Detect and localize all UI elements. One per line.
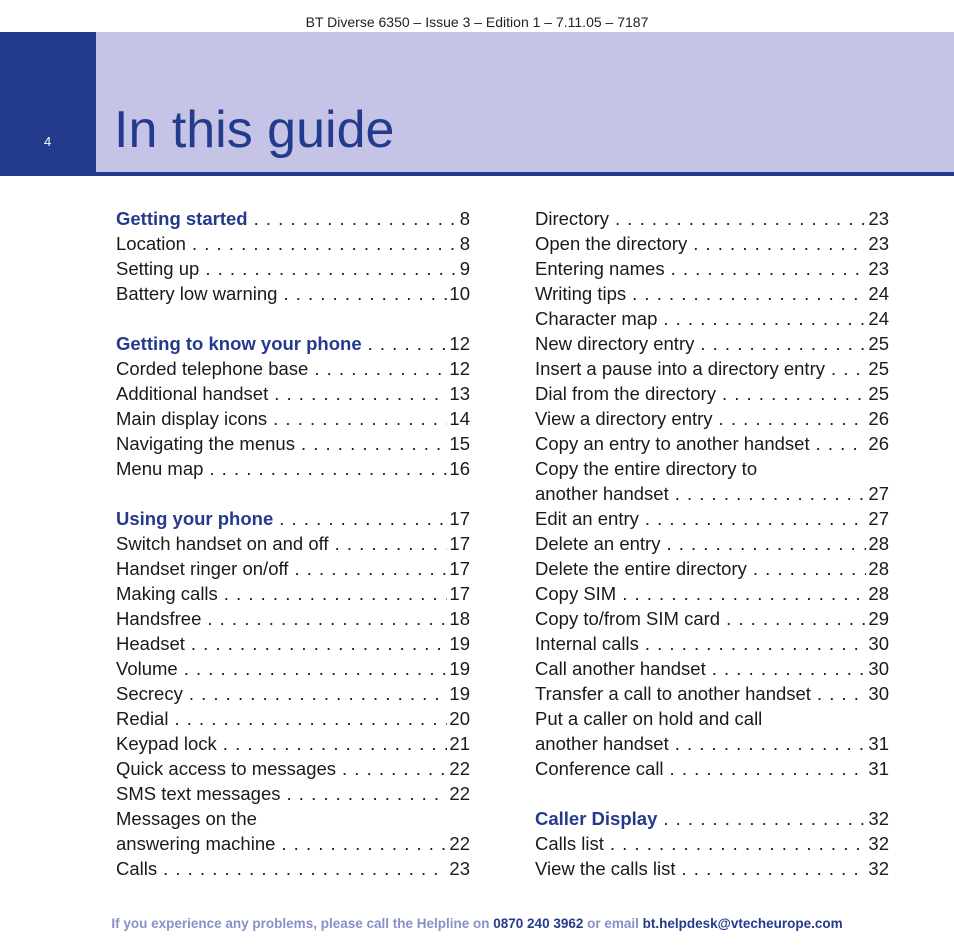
- toc-leader-dots: [207, 606, 447, 631]
- toc-entry-page: 25: [868, 358, 889, 379]
- toc-entry-page: 19: [449, 683, 470, 704]
- toc-leader-dots: [281, 831, 447, 856]
- toc-entry[interactable]: [116, 281, 470, 306]
- toc-entry-page: 14: [449, 408, 470, 429]
- toc-entry-label: Quick access to messages: [116, 758, 337, 779]
- toc-entry-page: 23: [868, 258, 889, 279]
- toc-entry[interactable]: [116, 656, 470, 681]
- toc-leader-dots: [279, 506, 447, 531]
- toc-leader-dots: [700, 331, 866, 356]
- toc-entry-label: Calls list: [535, 833, 604, 854]
- toc-entry-label: View the calls list: [535, 858, 676, 879]
- page-number: 4: [44, 134, 52, 149]
- toc-entry-label: Getting started: [116, 208, 248, 229]
- toc-entry-label: Entering names: [535, 258, 665, 279]
- toc-entry[interactable]: [535, 756, 889, 781]
- toc-section-heading[interactable]: [116, 206, 470, 231]
- toc-entry-page: 26: [868, 433, 889, 454]
- toc-leader-dots: [174, 706, 447, 731]
- toc-entry-page: 13: [449, 383, 470, 404]
- toc-entry-label: Redial: [116, 708, 169, 729]
- toc-entry-page: 10: [449, 283, 470, 304]
- toc-entry-page: 23: [868, 208, 889, 229]
- helpline-footer: [0, 916, 954, 931]
- toc-entry-page: 27: [868, 508, 889, 529]
- toc-entry[interactable]: [535, 531, 889, 556]
- toc-leader-dots: [294, 556, 447, 581]
- toc-entry[interactable]: [116, 581, 470, 606]
- toc-entry-label: Open the directory: [535, 233, 688, 254]
- toc-leader-dots: [712, 656, 867, 681]
- helpdesk-email: bt.helpdesk@vtecheurope.com: [642, 916, 843, 931]
- document-reference: [0, 14, 954, 30]
- toc-entry-page: 12: [449, 358, 470, 379]
- toc-entry[interactable]: [535, 256, 889, 281]
- toc-entry-label: Insert a pause into a directory entry: [535, 358, 825, 379]
- toc-leader-dots: [224, 581, 448, 606]
- toc-entry-page: 15: [449, 433, 470, 454]
- toc-entry[interactable]: [535, 656, 889, 681]
- toc-entry[interactable]: [535, 556, 889, 581]
- toc-entry-label: Messages on the: [116, 808, 257, 829]
- footer-text-middle: or email: [583, 916, 643, 931]
- toc-spacer: [535, 781, 889, 806]
- toc-entry-label: Directory: [535, 208, 610, 229]
- toc-entry-page: 23: [449, 858, 470, 879]
- toc-entry-page: 26: [868, 408, 889, 429]
- toc-section-heading[interactable]: [116, 506, 470, 531]
- toc-entry-label: Transfer a call to another handset: [535, 683, 811, 704]
- toc-entry-label: Secrecy: [116, 683, 183, 704]
- toc-leader-dots: [184, 656, 448, 681]
- toc-entry-label: Handset ringer on/off: [116, 558, 289, 579]
- title-rule: [0, 172, 954, 176]
- toc-entry-label: Writing tips: [535, 283, 627, 304]
- toc-entry-page: 24: [868, 283, 889, 304]
- toc-entry[interactable]: [535, 231, 889, 256]
- toc-entry-page: 24: [868, 308, 889, 329]
- toc-entry-label: Edit an entry: [535, 508, 639, 529]
- toc-entry-label: Location: [116, 233, 186, 254]
- toc-entry-label: Handsfree: [116, 608, 202, 629]
- toc-entry-label: Making calls: [116, 583, 218, 604]
- toc-section-heading[interactable]: [116, 331, 470, 356]
- toc-leader-dots: [191, 631, 448, 656]
- toc-entry-page: 32: [868, 833, 889, 854]
- toc-leader-dots: [675, 481, 867, 506]
- toc-leader-dots: [254, 206, 458, 231]
- toc-entry[interactable]: [116, 406, 470, 431]
- toc-entry[interactable]: [116, 681, 470, 706]
- toc-entry-label: Copy SIM: [535, 583, 617, 604]
- toc-section-heading[interactable]: [535, 806, 889, 831]
- toc-entry[interactable]: [535, 406, 889, 431]
- toc-entry-label: Caller Display: [535, 808, 658, 829]
- toc-entry-label: Conference call: [535, 758, 664, 779]
- toc-leader-dots: [209, 456, 447, 481]
- toc-entry[interactable]: [535, 431, 889, 456]
- toc-leader-dots: [622, 581, 866, 606]
- toc-leader-dots: [693, 231, 866, 256]
- toc-leader-dots: [335, 531, 448, 556]
- toc-entry-label: Call another handset: [535, 658, 706, 679]
- toc-entry[interactable]: [535, 281, 889, 306]
- toc-entry[interactable]: [116, 456, 470, 481]
- toc-entry-page: 17: [449, 508, 470, 529]
- toc-entry-label: Main display icons: [116, 408, 268, 429]
- toc-entry-page: 8: [459, 233, 470, 254]
- toc-entry[interactable]: [535, 381, 889, 406]
- toc-entry-page: 19: [449, 658, 470, 679]
- toc-entry-label: Setting up: [116, 258, 200, 279]
- toc-leader-dots: [753, 556, 867, 581]
- toc-entry[interactable]: [116, 856, 470, 881]
- toc-leader-dots: [342, 756, 447, 781]
- toc-leader-dots: [610, 831, 867, 856]
- toc-entry-label: Delete an entry: [535, 533, 661, 554]
- toc-entry[interactable]: [116, 256, 470, 281]
- page-title: In this guide: [114, 101, 395, 159]
- toc-leader-dots: [274, 381, 447, 406]
- toc-entry-label: Copy an entry to another handset: [535, 433, 810, 454]
- toc-entry[interactable]: [535, 681, 889, 706]
- toc-entry-label: Dial from the directory: [535, 383, 716, 404]
- toc-entry-label: Delete the entire directory: [535, 558, 747, 579]
- toc-entry[interactable]: [116, 606, 470, 631]
- toc-entry-label: View a directory entry: [535, 408, 713, 429]
- toc-entry-label: Headset: [116, 633, 185, 654]
- toc-leader-dots: [645, 506, 867, 531]
- toc-entry-page: 30: [868, 658, 889, 679]
- toc-entry[interactable]: [116, 706, 470, 731]
- toc-entry-label: Volume: [116, 658, 178, 679]
- toc-entry-label: Getting to know your phone: [116, 333, 362, 354]
- toc-leader-dots: [205, 256, 457, 281]
- toc-entry[interactable]: [535, 356, 889, 381]
- toc-entry-page: 22: [449, 783, 470, 804]
- toc-entry-label: another handset: [535, 733, 669, 754]
- toc-leader-dots: [831, 356, 866, 381]
- toc-leader-dots: [816, 431, 867, 456]
- toc-entry-page: 21: [449, 733, 470, 754]
- toc-spacer: [116, 481, 470, 506]
- toc-entry[interactable]: [116, 556, 470, 581]
- toc-leader-dots: [192, 231, 458, 256]
- toc-spacer: [116, 306, 470, 331]
- toc-entry-page: 8: [459, 208, 470, 229]
- toc-leader-dots: [666, 531, 866, 556]
- toc-entry-page: 29: [868, 608, 889, 629]
- toc-entry-page: 18: [449, 608, 470, 629]
- toc-entry-label: Switch handset on and off: [116, 533, 329, 554]
- toc-entry-label: Internal calls: [535, 633, 639, 654]
- toc-entry[interactable]: [535, 206, 889, 231]
- toc-right-column: [535, 206, 889, 881]
- toc-entry-label: Battery low warning: [116, 283, 278, 304]
- toc-entry-page: 20: [449, 708, 470, 729]
- toc-leader-dots: [722, 381, 866, 406]
- toc-entry-label: Copy the entire directory to: [535, 458, 758, 479]
- toc-entry[interactable]: [535, 856, 889, 881]
- toc-leader-dots: [663, 306, 866, 331]
- toc-leader-dots: [189, 681, 448, 706]
- toc-entry[interactable]: [535, 481, 889, 506]
- helpline-phone: 0870 240 3962: [493, 916, 584, 931]
- toc-leader-dots: [632, 281, 866, 306]
- toc-entry-label: Character map: [535, 308, 658, 329]
- toc-entry[interactable]: [116, 756, 470, 781]
- toc-entry-page: 31: [868, 733, 889, 754]
- toc-entry[interactable]: [116, 631, 470, 656]
- toc-entry-page: 27: [868, 483, 889, 504]
- toc-entry-page: 28: [868, 533, 889, 554]
- toc-entry-page: 25: [868, 333, 889, 354]
- toc-entry-page: 17: [449, 533, 470, 554]
- toc-entry[interactable]: [535, 831, 889, 856]
- toc-entry-label: Corded telephone base: [116, 358, 309, 379]
- toc-entry[interactable]: [116, 806, 470, 831]
- toc-entry-page: 12: [449, 333, 470, 354]
- toc-entry[interactable]: [116, 231, 470, 256]
- toc-entry-page: 17: [449, 558, 470, 579]
- toc-entry[interactable]: [535, 631, 889, 656]
- toc-leader-dots: [301, 431, 447, 456]
- toc-entry[interactable]: [535, 606, 889, 631]
- toc-entry[interactable]: [116, 356, 470, 381]
- toc-left-column: [116, 206, 470, 881]
- toc-leader-dots: [670, 756, 867, 781]
- toc-entry-page: 22: [449, 833, 470, 854]
- toc-leader-dots: [287, 781, 448, 806]
- toc-leader-dots: [163, 856, 447, 881]
- toc-entry-label: New directory entry: [535, 333, 695, 354]
- toc-entry-label: Using your phone: [116, 508, 274, 529]
- toc-leader-dots: [645, 631, 867, 656]
- toc-entry-label: Keypad lock: [116, 733, 217, 754]
- footer-text-before: If you experience any problems, please call the Helpline on: [111, 916, 494, 931]
- toc-entry-label: SMS text messages: [116, 783, 281, 804]
- toc-leader-dots: [223, 731, 448, 756]
- toc-entry[interactable]: [116, 381, 470, 406]
- toc-entry[interactable]: [116, 431, 470, 456]
- document-reference-text: BT Diverse 6350 – Issue 3 – Edition 1 – 7.11.05 – 7187: [305, 14, 649, 30]
- toc-entry[interactable]: [535, 331, 889, 356]
- toc-entry[interactable]: [116, 731, 470, 756]
- toc-entry-label: Put a caller on hold and call: [535, 708, 763, 729]
- toc-entry-page: 30: [868, 683, 889, 704]
- toc-leader-dots: [671, 256, 867, 281]
- toc-entry[interactable]: [535, 581, 889, 606]
- toc-entry-label: another handset: [535, 483, 669, 504]
- toc-entry-label: Navigating the menus: [116, 433, 295, 454]
- toc-leader-dots: [368, 331, 448, 356]
- toc-entry[interactable]: [116, 531, 470, 556]
- toc-entry-page: 9: [459, 258, 470, 279]
- toc-entry-label: Additional handset: [116, 383, 269, 404]
- toc-entry-page: 31: [868, 758, 889, 779]
- toc-entry[interactable]: [116, 781, 470, 806]
- toc-entry-page: 19: [449, 633, 470, 654]
- toc-entry-label: Copy to/from SIM card: [535, 608, 721, 629]
- toc-entry-page: 16: [449, 458, 470, 479]
- toc-leader-dots: [283, 281, 447, 306]
- toc-entry-page: 30: [868, 633, 889, 654]
- toc-entry[interactable]: [535, 731, 889, 756]
- toc-leader-dots: [663, 806, 866, 831]
- toc-entry-label: Calls: [116, 858, 158, 879]
- toc-leader-dots: [682, 856, 867, 881]
- toc-leader-dots: [675, 731, 867, 756]
- toc-entry-page: 28: [868, 558, 889, 579]
- toc-entry-page: 28: [868, 583, 889, 604]
- toc-entry-page: 17: [449, 583, 470, 604]
- toc-leader-dots: [817, 681, 866, 706]
- toc-entry[interactable]: [535, 706, 889, 731]
- page-number-block: [0, 32, 96, 172]
- toc-leader-dots: [273, 406, 447, 431]
- toc-leader-dots: [726, 606, 866, 631]
- toc-entry-page: 23: [868, 233, 889, 254]
- toc-entry-page: 22: [449, 758, 470, 779]
- toc-entry[interactable]: [535, 306, 889, 331]
- toc-entry-label: answering machine: [116, 833, 276, 854]
- toc-leader-dots: [314, 356, 447, 381]
- toc-entry[interactable]: [535, 506, 889, 531]
- toc-entry-page: 32: [868, 858, 889, 879]
- toc-leader-dots: [719, 406, 867, 431]
- toc-entry-label: Menu map: [116, 458, 204, 479]
- toc-leader-dots: [615, 206, 866, 231]
- toc-entry[interactable]: [116, 831, 470, 856]
- toc-entry[interactable]: [535, 456, 889, 481]
- toc-entry-page: 32: [868, 808, 889, 829]
- toc-entry-page: 25: [868, 383, 889, 404]
